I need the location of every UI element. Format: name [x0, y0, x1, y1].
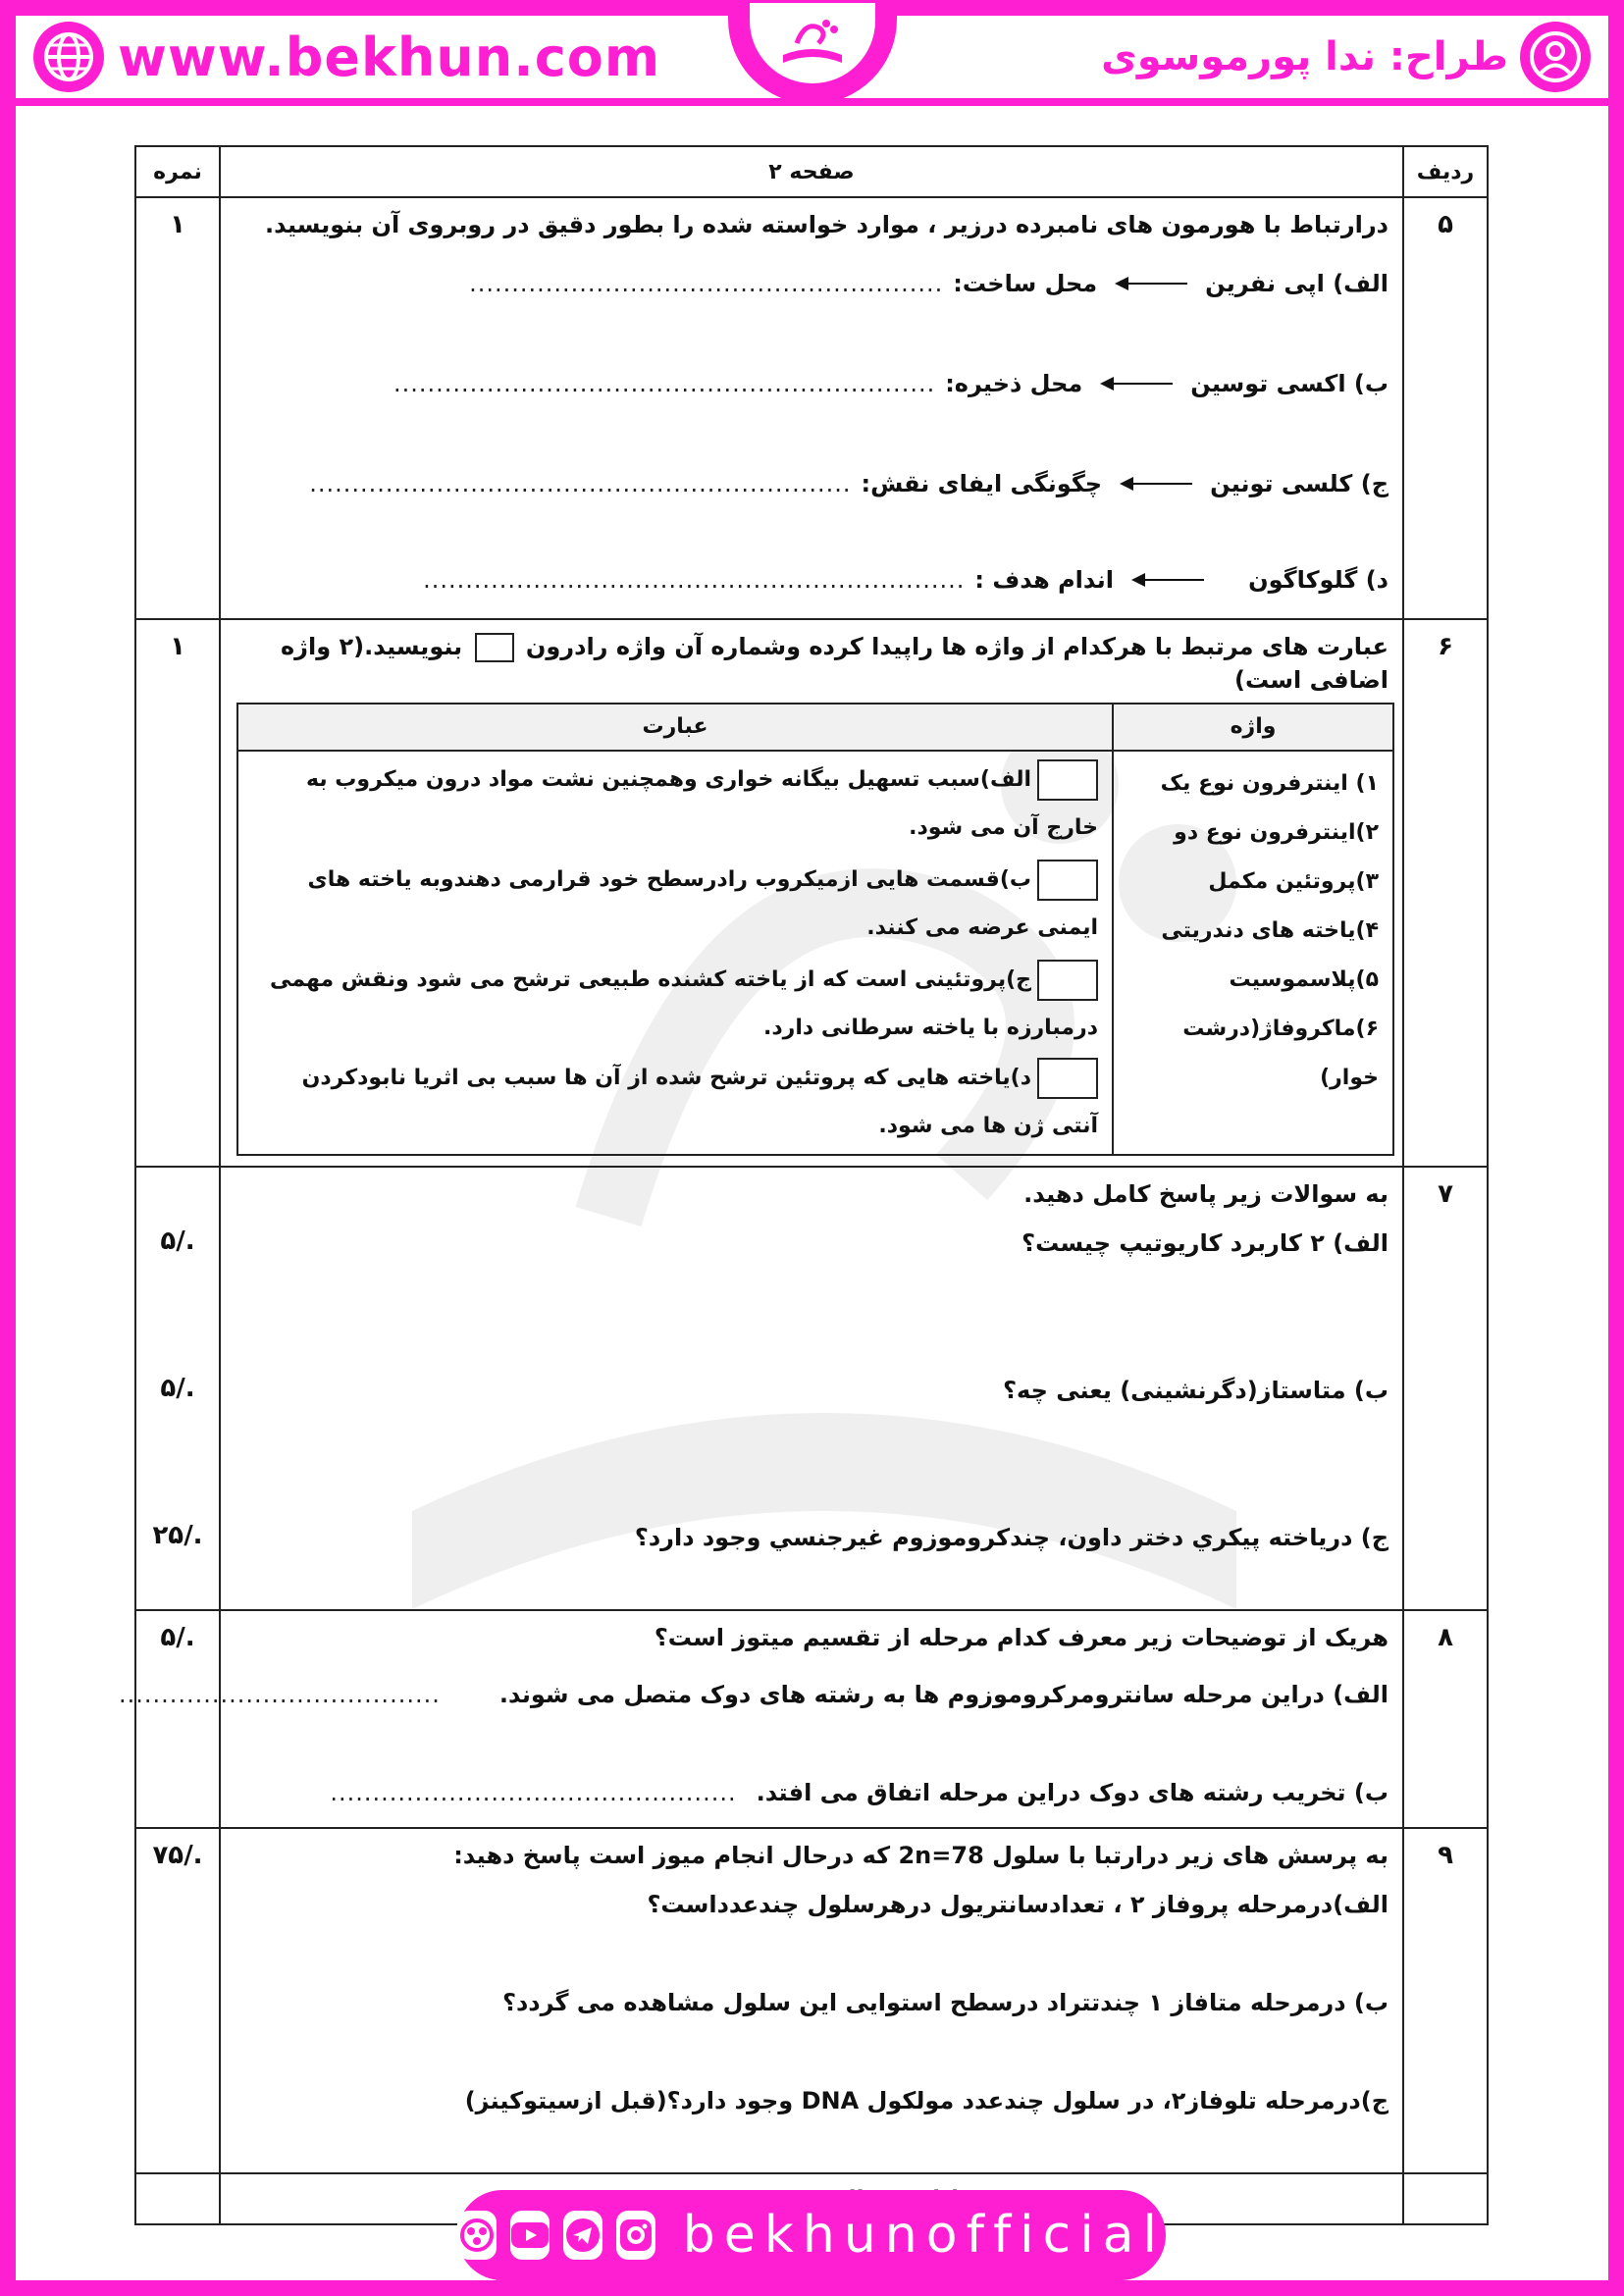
question-6: [135, 619, 1488, 1167]
question-prompt: هریک از توضیحات زیر معرف کدام مرحله از تقسیم میتوز است؟: [654, 1624, 1388, 1651]
social-bar[interactable]: [457, 2190, 1166, 2280]
list-item: ۲)اینترفرون نوع دو: [1174, 820, 1379, 845]
table-header: [135, 146, 1488, 197]
castbox-icon[interactable]: [457, 2211, 497, 2260]
question-prompt: عبارت های مرتبط با هرکدام از واژه ها راپیدا کرده وشماره آن واژه رادرون بنویسید.(۲ واژه اضافی است): [281, 633, 1388, 694]
book-logo-icon: [773, 14, 852, 73]
hormone-item: الف) اپی نفرین محل ساخت: ........................................................: [235, 255, 1388, 312]
hormone-item: ب) اکسی توسین محل ذخیره: ................................................................: [235, 355, 1388, 412]
matching-table: [236, 703, 1394, 1156]
question-number: ۵: [1403, 197, 1488, 619]
question-9: [135, 1828, 1488, 2173]
expression-item: د)یاخته هایی که پروتئین ترشح شده از آن ها سبب بی اثریا نابودکردن آنتی ژن ها می شود.: [252, 1054, 1098, 1150]
answer-blank[interactable]: ................................................................: [309, 470, 852, 497]
list-item: ۱) اینترفرون نوع یک: [1160, 771, 1379, 796]
designer-name: طراح: ندا پورموسوی: [1101, 34, 1508, 79]
sub-score: ./۵: [160, 1374, 195, 1403]
word-column-header: واژه: [1113, 704, 1393, 751]
designer-credit: [1101, 22, 1591, 92]
arrow-left-icon: [1118, 474, 1194, 494]
youtube-icon[interactable]: [510, 2211, 550, 2260]
answer-blank[interactable]: ................................................................: [423, 566, 966, 594]
sub-score: ./۵: [160, 1226, 195, 1256]
website-link[interactable]: [33, 22, 660, 92]
sub-question: الف) ۲ کاربرد کاریوتیپ چیست؟: [1022, 1229, 1388, 1257]
arrow-left-icon: [1113, 274, 1189, 293]
list-item: ۶)ماکروفاژ(درشت خوار): [1182, 1017, 1379, 1090]
question-score: ۱: [135, 619, 220, 1167]
hormone-item: د) گلوکاگون اندام هدف : ................................................................: [235, 551, 1388, 608]
sub-question: ج) درياخته پيكري دختر داون، چندكروموزوم غيرجنسي وجود دارد؟: [634, 1524, 1388, 1551]
expression-item: ج)پروتئینی است که از یاخته کشنده طبیعی ترشح می شود ونقش مهمی درمبارزه با یاخته سرطانی دارد.: [252, 956, 1098, 1054]
question-number: ۸: [1403, 1610, 1488, 1828]
answer-blank[interactable]: ......................................: [118, 1681, 441, 1708]
question-prompt: به سوالات زیر پاسخ کامل دهید.: [1023, 1180, 1388, 1208]
question-5: [135, 197, 1488, 619]
exam-sheet: [118, 145, 1489, 2225]
question-score: ۱: [135, 197, 220, 619]
sub-question: ب) متاستاز(دگرنشینی) یعنی چه؟: [1003, 1377, 1388, 1404]
arrow-left-icon: [1098, 374, 1175, 393]
sub-question: الف)درمرحله پروفاز ۲ ، تعدادسانتریول درهرسلول چندعدداست؟: [647, 1891, 1388, 1918]
expression-item: الف)سبب تسهیل بیگانه خواری وهمچنین نشت مواد درون میکروب به خارج آن می شود.: [252, 756, 1098, 856]
answer-blank[interactable]: ........................................................: [469, 270, 944, 297]
row-column-header: ردیف: [1403, 146, 1488, 197]
question-prompt: به پرسش های زیر درارتبا با سلول 2n=78 که درحال انجام میوز است پاسخ دهید:: [453, 1842, 1388, 1869]
question-score: ./۷۵: [135, 1828, 220, 2173]
answer-box[interactable]: [1037, 860, 1098, 901]
answer-box-sample: [475, 633, 514, 662]
sub-question: ج)درمرحله تلوفاز۲، در سلول چندعدد مولکول DNA وجود دارد؟(قبل ازسیتوکینز): [464, 2087, 1388, 2114]
word-list: [1113, 751, 1393, 1155]
sub-question: ب) درمرحله متافاز ۱ چندتتراد درسطح استوایی این سلول مشاهده می گردد؟: [502, 1989, 1388, 2016]
list-item: ۵)پلاسموسیت: [1229, 967, 1379, 992]
question-7: [135, 1167, 1488, 1610]
instagram-icon[interactable]: [616, 2211, 655, 2260]
list-item: ۴)یاخته های دندریتی: [1161, 918, 1379, 943]
website-url: www.bekhun.com: [118, 26, 661, 88]
globe-icon: [33, 22, 104, 92]
question-score: ./۵: [135, 1610, 220, 1828]
question-number: ۹: [1403, 1828, 1488, 2173]
answer-blank[interactable]: ................................................: [330, 1779, 737, 1806]
expression-list: [237, 751, 1113, 1155]
arrow-left-icon: [1129, 570, 1206, 590]
user-icon: [1520, 22, 1591, 92]
exam-table: [118, 145, 1489, 2225]
answer-box[interactable]: [1037, 759, 1098, 801]
question-prompt: درارتباط با هورمون های نامبرده درزیر ، موارد خواسته شده را بطور دقیق در روبروی آن بنویسید.: [265, 211, 1388, 238]
question-number: ۶: [1403, 619, 1488, 1167]
hormone-item: ج) کلسی تونین چگونگی ایفای نقش: ................................................................: [235, 455, 1388, 512]
sub-question: الف) دراین مرحله سانترومرکروموزوم ها به رشته های دوک متصل می شوند. ......................................: [235, 1670, 1388, 1719]
page-title: صفحه ۲: [220, 146, 1403, 197]
answer-box[interactable]: [1037, 1058, 1098, 1099]
expression-item: ب)قسمت هایی ازمیکروب رادرسطح خود قرارمی دهندوبه یاخته های ایمنی عرضه می کنند.: [252, 856, 1098, 956]
answer-box[interactable]: [1037, 960, 1098, 1001]
question-8: [135, 1610, 1488, 1828]
expression-column-header: عبارت: [237, 704, 1113, 751]
social-handle: bekhunofficial: [682, 2206, 1166, 2265]
sub-score: ./۲۵: [152, 1521, 203, 1550]
score-column-header: نمره: [135, 146, 220, 197]
answer-blank[interactable]: ................................................................: [393, 370, 936, 397]
list-item: ۳)پروتئین مکمل: [1208, 869, 1379, 894]
question-number: ۷: [1403, 1167, 1488, 1610]
telegram-icon[interactable]: [563, 2211, 602, 2260]
sub-question: ب) تخریب رشته های دوک دراین مرحله اتفاق می افتد. ................................................: [235, 1768, 1388, 1817]
top-banner: [0, 0, 1624, 106]
